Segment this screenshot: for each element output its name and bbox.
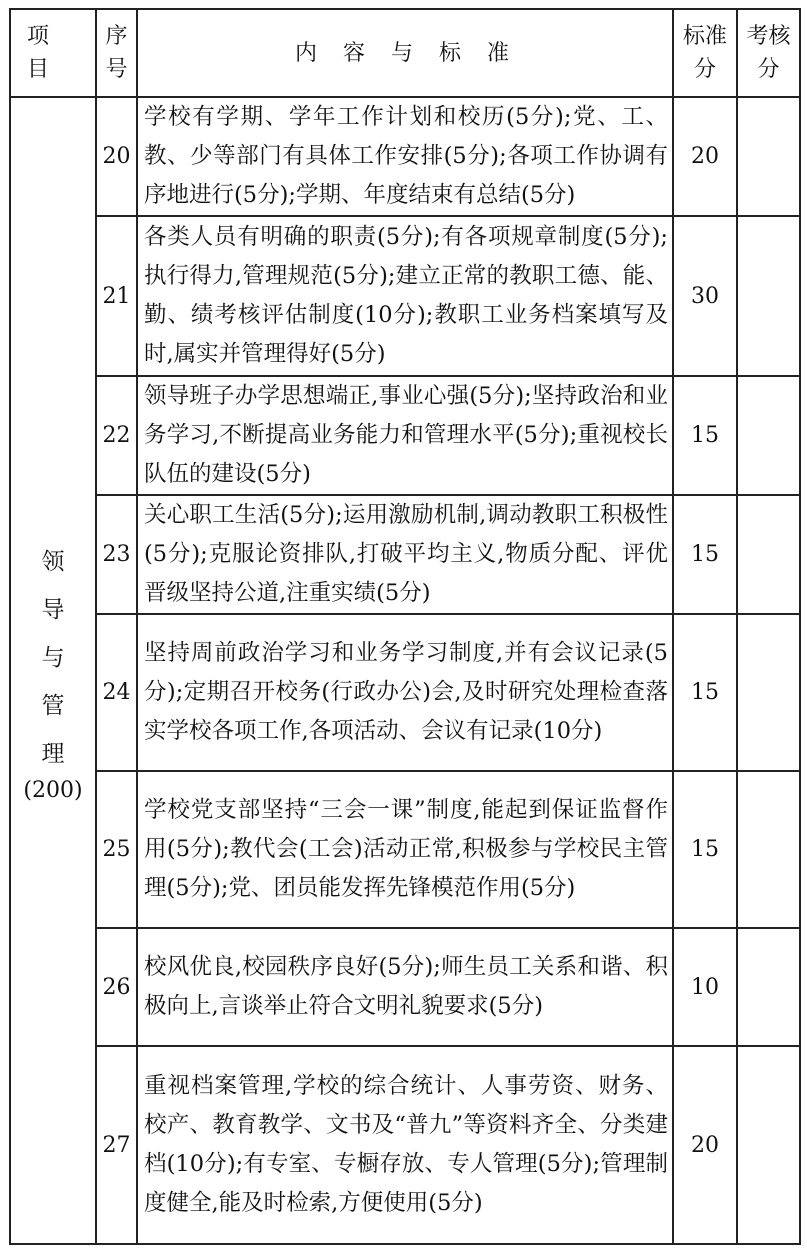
row-content: 关心职工生活(5分);运用激励机制,调动教职工积极性(5分);克服论资排队,打破平均主义,物质分配、评优晋级坚持公道,注重实绩(5分): [137, 495, 673, 614]
row-content: 学校有学期、学年工作计划和校历(5分);党、工、教、少等部门有具体工作安排(5分);各项工作协调有序地进行(5分);学期、年度结束有总结(5分): [137, 97, 673, 216]
header-item: 项 目: [10, 9, 96, 97]
category-cell: [10, 97, 96, 1244]
row-seq: 20: [96, 97, 137, 216]
row-content: 校风优良,校园秩序良好(5分);师生员工关系和谐、积极向上,言谈举止符合文明礼貌要求(5分): [137, 928, 673, 1046]
row-seq: 22: [96, 376, 137, 495]
category-score: (200): [23, 777, 83, 803]
row-content: 各类人员有明确的职责(5分);有各项规章制度(5分);执行得力,管理规范(5分);建立正常的教职工德、能、勤、绩考核评估制度(10分);教职工业务档案填写及时,属实并管理得好(5分): [137, 216, 673, 376]
row-assess-score[interactable]: [737, 97, 800, 216]
row-content: 学校党支部坚持“三会一课”制度,能起到保证监督作用(5分);教代会(工会)活动正常,积极参与学校民主管理(5分);党、团员能发挥先锋模范作用(5分): [137, 771, 673, 928]
assessment-table: [9, 8, 801, 1245]
row-assess-score[interactable]: [737, 495, 800, 614]
category-char: 理: [41, 740, 65, 767]
row-assess-score[interactable]: [737, 771, 800, 928]
category-char: 领: [41, 548, 65, 575]
row-standard-score: 15: [673, 614, 737, 771]
table-row: [10, 1046, 800, 1244]
row-content: 领导班子办学思想端正,事业心强(5分);坚持政治和业务学习,不断提高业务能力和管理水平(5分);重视校长队伍的建设(5分): [137, 376, 673, 495]
row-standard-score: 15: [673, 771, 737, 928]
header-standard-score: 标准分: [673, 9, 737, 97]
row-content: 重视档案管理,学校的综合统计、人事劳资、财务、校产、教育教学、文书及“普九”等资料齐全、分类建档(10分);有专室、专橱存放、专人管理(5分);管理制度健全,能及时检索,方便使用(5分): [137, 1046, 673, 1244]
row-assess-score[interactable]: [737, 376, 800, 495]
row-seq: 25: [96, 771, 137, 928]
row-assess-score[interactable]: [737, 216, 800, 376]
category-char: 与: [41, 644, 65, 671]
category-char: 管: [41, 692, 65, 719]
row-seq: 27: [96, 1046, 137, 1244]
table-row: [10, 376, 800, 495]
header-content: 内容与标准: [137, 9, 673, 97]
table-body: [10, 97, 800, 1244]
row-seq: 24: [96, 614, 137, 771]
row-content: 坚持周前政治学习和业务学习制度,并有会议记录(5分);定期召开校务(行政办公)会,及时研究处理检查落实学校各项工作,各项活动、会议有记录(10分): [137, 614, 673, 771]
row-standard-score: 20: [673, 1046, 737, 1244]
row-standard-score: 20: [673, 97, 737, 216]
header-assess-score: 考核分: [737, 9, 800, 97]
row-standard-score: 30: [673, 216, 737, 376]
header-seq: 序号: [96, 9, 137, 97]
table-row: [10, 928, 800, 1046]
row-assess-score[interactable]: [737, 614, 800, 771]
header-row: [10, 9, 800, 97]
table-row: [10, 495, 800, 614]
table-row: [10, 97, 800, 216]
category-char: 导: [41, 596, 65, 623]
table-row: [10, 614, 800, 771]
row-seq: 23: [96, 495, 137, 614]
row-standard-score: 10: [673, 928, 737, 1046]
row-standard-score: 15: [673, 376, 737, 495]
table-row: [10, 771, 800, 928]
row-assess-score[interactable]: [737, 928, 800, 1046]
row-assess-score[interactable]: [737, 1046, 800, 1244]
row-seq: 26: [96, 928, 137, 1046]
table-row: [10, 216, 800, 376]
row-standard-score: 15: [673, 495, 737, 614]
row-seq: 21: [96, 216, 137, 376]
